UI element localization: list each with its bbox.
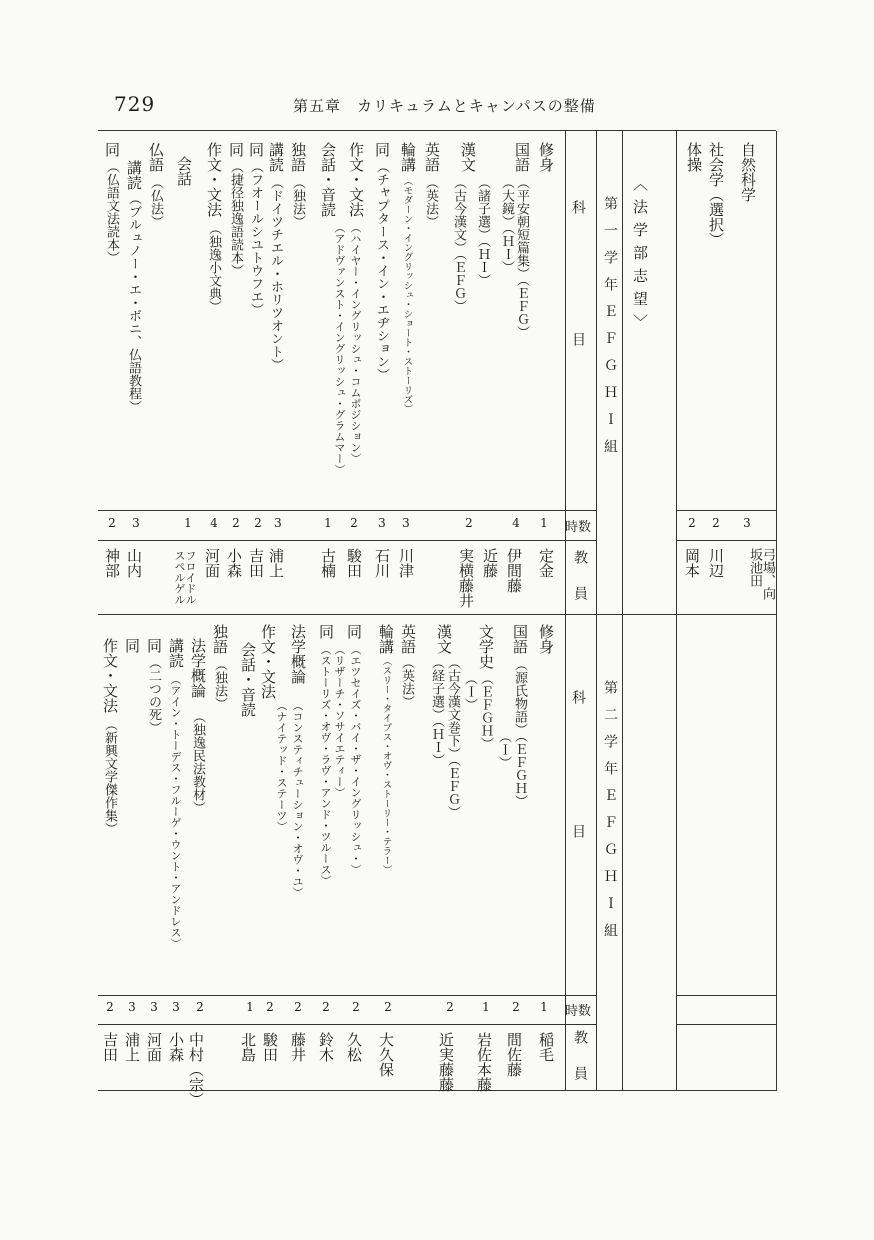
chapter-title: 第五章 カリキュラムとキャンパスの整備 xyxy=(293,97,596,115)
dept-label: 〈法学部志望〉 xyxy=(631,176,649,337)
y2-col-subject-header: 科目 xyxy=(570,690,586,958)
y2-col-hours-header: 時数 xyxy=(565,1004,592,1019)
page-number: 729 xyxy=(114,92,156,116)
y1-col-hours-header: 時数 xyxy=(565,520,592,535)
y1-col-subject-header: 科目 xyxy=(570,200,586,464)
y1-year-title: 第一学年ＥＦＧＨＩ組 xyxy=(602,196,618,466)
y1-col-teacher-header: 教員 xyxy=(572,550,588,622)
y2-year-title: 第二学年ＥＦＧＨＩ組 xyxy=(602,680,618,950)
y2-col-teacher-header: 教員 xyxy=(572,1030,588,1102)
top-rule xyxy=(98,130,776,131)
